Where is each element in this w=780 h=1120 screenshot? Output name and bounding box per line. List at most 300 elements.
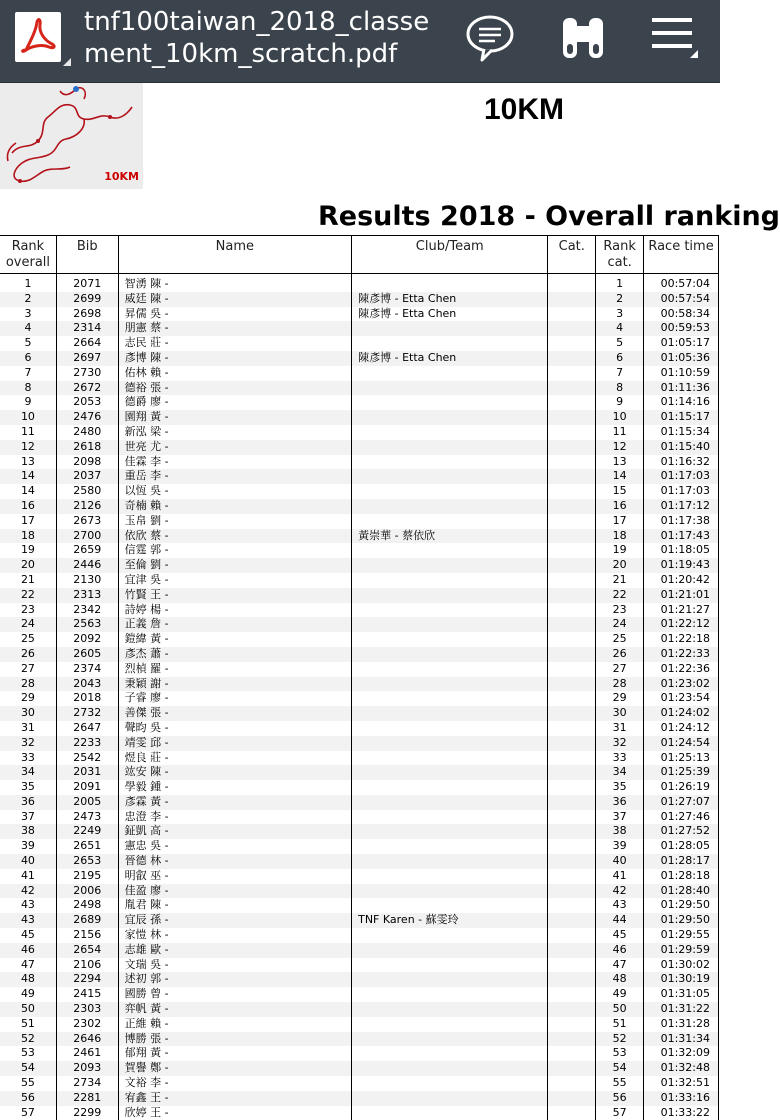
club-cell: [352, 884, 548, 899]
time-cell: 00:58:34: [644, 307, 719, 322]
bib-cell: 2031: [56, 765, 118, 780]
col-header-name: Name: [118, 236, 352, 274]
name-cell: 昇儒 吳 -: [118, 307, 352, 322]
table-row: [0, 1061, 719, 1076]
name-cell: 佑林 賴 -: [118, 366, 352, 381]
name-cell: 晉德 林 -: [118, 854, 352, 869]
table-row: [0, 1046, 719, 1061]
table-row: [0, 677, 719, 692]
rank-cat-cell: 50: [596, 1002, 644, 1017]
club-cell: [352, 662, 548, 677]
cat-cell: [548, 588, 596, 603]
rank-cell: 3: [0, 307, 56, 322]
rank-cat-cell: 10: [596, 410, 644, 425]
time-cell: 00:57:04: [644, 274, 719, 292]
table-row: [0, 381, 719, 396]
rank-cat-cell: 38: [596, 824, 644, 839]
bib-cell: 2249: [56, 824, 118, 839]
time-cell: 01:27:46: [644, 810, 719, 825]
cat-cell: [548, 425, 596, 440]
table-row: [0, 1002, 719, 1017]
cat-cell: [548, 706, 596, 721]
time-cell: 01:29:50: [644, 913, 719, 928]
table-row: [0, 913, 719, 928]
rank-cell: 17: [0, 514, 56, 529]
binoculars-icon[interactable]: [560, 14, 606, 66]
table-row: [0, 1076, 719, 1091]
cat-cell: [548, 351, 596, 366]
cat-cell: [548, 632, 596, 647]
rank-cell: 20: [0, 558, 56, 573]
table-row: [0, 603, 719, 618]
table-row: [0, 499, 719, 514]
pdf-page[interactable]: [0, 83, 720, 1119]
bib-cell: 2195: [56, 869, 118, 884]
rank-cat-cell: 31: [596, 721, 644, 736]
time-cell: 01:33:16: [644, 1091, 719, 1106]
rank-cat-cell: 43: [596, 898, 644, 913]
bib-cell: 2053: [56, 395, 118, 410]
bib-cell: 2673: [56, 514, 118, 529]
club-cell: [352, 647, 548, 662]
rank-cell: 8: [0, 381, 56, 396]
bib-cell: 2342: [56, 603, 118, 618]
time-cell: 01:27:52: [644, 824, 719, 839]
name-cell: 善傑 張 -: [118, 706, 352, 721]
club-cell: [352, 869, 548, 884]
table-row: [0, 1091, 719, 1106]
time-cell: 01:25:13: [644, 751, 719, 766]
name-cell: 信霆 郭 -: [118, 543, 352, 558]
rank-cat-cell: 1: [596, 274, 644, 292]
bib-cell: 2646: [56, 1032, 118, 1047]
time-cell: 01:20:42: [644, 573, 719, 588]
club-cell: 黃崇華 - 蔡依欣: [352, 529, 548, 544]
rank-cat-cell: 21: [596, 573, 644, 588]
table-row: [0, 410, 719, 425]
rank-cell: 10: [0, 410, 56, 425]
name-cell: 鉦凱 高 -: [118, 824, 352, 839]
rank-cell: 27: [0, 662, 56, 677]
rank-cat-cell: 5: [596, 336, 644, 351]
rank-cell: 32: [0, 736, 56, 751]
bib-cell: 2043: [56, 677, 118, 692]
time-cell: 01:23:02: [644, 677, 719, 692]
name-cell: 家愷 林 -: [118, 928, 352, 943]
table-row: [0, 869, 719, 884]
time-cell: 01:10:59: [644, 366, 719, 381]
rank-cell: 40: [0, 854, 56, 869]
time-cell: 01:31:28: [644, 1017, 719, 1032]
rank-cat-cell: 34: [596, 765, 644, 780]
bib-cell: 2618: [56, 440, 118, 455]
rank-cat-cell: 53: [596, 1046, 644, 1061]
rank-cell: 38: [0, 824, 56, 839]
name-cell: 志民 莊 -: [118, 336, 352, 351]
cat-cell: [548, 677, 596, 692]
bib-cell: 2659: [56, 543, 118, 558]
club-cell: [352, 1076, 548, 1091]
rank-cat-cell: 3: [596, 307, 644, 322]
cat-cell: [548, 647, 596, 662]
cat-cell: [548, 824, 596, 839]
cat-cell: [548, 292, 596, 307]
rank-cat-cell: 47: [596, 958, 644, 973]
cat-cell: [548, 1061, 596, 1076]
col-header-cat: Cat.: [548, 236, 596, 274]
table-row: [0, 928, 719, 943]
time-cell: 00:57:54: [644, 292, 719, 307]
cat-cell: [548, 736, 596, 751]
map-label: 10KM: [104, 170, 139, 183]
rank-cell: 34: [0, 765, 56, 780]
cat-cell: [548, 691, 596, 706]
name-cell: 彥霖 黃 -: [118, 795, 352, 810]
bib-cell: 2302: [56, 1017, 118, 1032]
name-cell: 憲忠 吳 -: [118, 839, 352, 854]
cat-cell: [548, 810, 596, 825]
rank-cell: 1: [0, 274, 56, 292]
rank-cat-cell: 29: [596, 691, 644, 706]
name-cell: 以恆 吳 -: [118, 484, 352, 499]
adobe-reader-icon[interactable]: [15, 12, 61, 62]
cat-cell: [548, 1017, 596, 1032]
table-row: [0, 292, 719, 307]
rank-cell: 54: [0, 1061, 56, 1076]
rank-cell: 24: [0, 617, 56, 632]
rank-cell: 28: [0, 677, 56, 692]
name-cell: 德爵 廖 -: [118, 395, 352, 410]
club-cell: [352, 543, 548, 558]
rank-cat-cell: 19: [596, 543, 644, 558]
name-cell: 聲昀 吳 -: [118, 721, 352, 736]
table-row: [0, 558, 719, 573]
bib-cell: 2233: [56, 736, 118, 751]
table-row: [0, 958, 719, 973]
bib-cell: 2732: [56, 706, 118, 721]
bib-cell: 2098: [56, 455, 118, 470]
time-cell: 01:28:05: [644, 839, 719, 854]
time-cell: 01:18:05: [644, 543, 719, 558]
time-cell: 01:17:43: [644, 529, 719, 544]
club-cell: [352, 706, 548, 721]
rank-cell: 35: [0, 780, 56, 795]
bib-cell: 2473: [56, 810, 118, 825]
name-cell: 依欣 蔡 -: [118, 529, 352, 544]
time-cell: 01:30:19: [644, 972, 719, 987]
name-cell: 賀譽 鄭 -: [118, 1061, 352, 1076]
rank-cell: 49: [0, 987, 56, 1002]
bib-cell: 2446: [56, 558, 118, 573]
time-cell: 01:17:03: [644, 469, 719, 484]
table-row: [0, 943, 719, 958]
rank-cat-cell: 26: [596, 647, 644, 662]
rank-cell: 13: [0, 455, 56, 470]
time-cell: 01:16:32: [644, 455, 719, 470]
name-cell: 忠澄 李 -: [118, 810, 352, 825]
name-cell: 彥杰 蕭 -: [118, 647, 352, 662]
club-cell: [352, 1091, 548, 1106]
table-row: [0, 274, 719, 292]
table-row: [0, 469, 719, 484]
rank-cell: 33: [0, 751, 56, 766]
club-cell: [352, 765, 548, 780]
name-cell: 子睿 廖 -: [118, 691, 352, 706]
club-cell: [352, 425, 548, 440]
rank-cat-cell: 45: [596, 928, 644, 943]
club-cell: [352, 736, 548, 751]
club-cell: [352, 928, 548, 943]
name-cell: 欣婷 王 -: [118, 1106, 352, 1120]
cat-cell: [548, 1032, 596, 1047]
rank-cell: 37: [0, 810, 56, 825]
cat-cell: [548, 839, 596, 854]
results-rows: [0, 274, 719, 1120]
time-cell: 01:28:18: [644, 869, 719, 884]
bib-cell: 2734: [56, 1076, 118, 1091]
col-header-rank: Rank overall: [0, 236, 56, 274]
rank-cat-cell: 28: [596, 677, 644, 692]
rank-cat-cell: 8: [596, 381, 644, 396]
table-row: [0, 898, 719, 913]
rank-cat-cell: 27: [596, 662, 644, 677]
rank-cell: 43: [0, 913, 56, 928]
club-cell: [352, 321, 548, 336]
bib-cell: 2698: [56, 307, 118, 322]
club-cell: [352, 1106, 548, 1120]
club-cell: [352, 469, 548, 484]
name-cell: 玉帛 劉 -: [118, 514, 352, 529]
time-cell: 01:23:54: [644, 691, 719, 706]
rank-cat-cell: 52: [596, 1032, 644, 1047]
rank-cell: 52: [0, 1032, 56, 1047]
time-cell: 01:17:38: [644, 514, 719, 529]
name-cell: 志雄 歐 -: [118, 943, 352, 958]
time-cell: 01:25:39: [644, 765, 719, 780]
name-cell: 園翔 黃 -: [118, 410, 352, 425]
rank-cat-cell: 51: [596, 1017, 644, 1032]
table-row: [0, 573, 719, 588]
table-row: [0, 588, 719, 603]
cat-cell: [548, 854, 596, 869]
bib-cell: 2664: [56, 336, 118, 351]
rank-cat-cell: 22: [596, 588, 644, 603]
rank-cat-cell: 46: [596, 943, 644, 958]
time-cell: 01:28:40: [644, 884, 719, 899]
cat-cell: [548, 381, 596, 396]
rank-cell: 18: [0, 529, 56, 544]
rank-cat-cell: 9: [596, 395, 644, 410]
table-row: [0, 765, 719, 780]
time-cell: 01:29:55: [644, 928, 719, 943]
name-cell: 靖雯 邱 -: [118, 736, 352, 751]
club-cell: [352, 366, 548, 381]
rank-cell: 16: [0, 499, 56, 514]
time-cell: 01:32:51: [644, 1076, 719, 1091]
cat-cell: [548, 573, 596, 588]
cat-cell: [548, 543, 596, 558]
time-cell: 01:32:48: [644, 1061, 719, 1076]
table-row: [0, 484, 719, 499]
cat-cell: [548, 943, 596, 958]
rank-cat-cell: 49: [596, 987, 644, 1002]
rank-cell: 14: [0, 484, 56, 499]
bib-cell: 2700: [56, 529, 118, 544]
rank-cat-cell: 6: [596, 351, 644, 366]
name-cell: 國勝 曾 -: [118, 987, 352, 1002]
time-cell: 01:33:22: [644, 1106, 719, 1120]
rank-cat-cell: 39: [596, 839, 644, 854]
club-cell: [352, 1046, 548, 1061]
cat-cell: [548, 321, 596, 336]
bib-cell: 2605: [56, 647, 118, 662]
table-row: [0, 455, 719, 470]
bib-cell: 2415: [56, 987, 118, 1002]
rank-cat-cell: 44: [596, 913, 644, 928]
club-cell: [352, 410, 548, 425]
club-cell: [352, 1032, 548, 1047]
cat-cell: [548, 307, 596, 322]
time-cell: 01:15:40: [644, 440, 719, 455]
name-cell: 宜辰 孫 -: [118, 913, 352, 928]
club-cell: [352, 440, 548, 455]
cat-cell: [548, 617, 596, 632]
top-toolbar: [0, 0, 720, 83]
rank-cell: 48: [0, 972, 56, 987]
results-table: [0, 235, 719, 1120]
rank-cat-cell: 56: [596, 1091, 644, 1106]
time-cell: 01:24:54: [644, 736, 719, 751]
rank-cell: 55: [0, 1076, 56, 1091]
rank-cell: 7: [0, 366, 56, 381]
cat-cell: [548, 884, 596, 899]
comment-icon[interactable]: [464, 12, 516, 68]
bib-cell: 2303: [56, 1002, 118, 1017]
cat-cell: [548, 869, 596, 884]
club-cell: [352, 854, 548, 869]
time-cell: 01:11:36: [644, 381, 719, 396]
name-cell: 弈帆 黃 -: [118, 1002, 352, 1017]
menu-icon[interactable]: [650, 16, 698, 64]
name-cell: 重岳 李 -: [118, 469, 352, 484]
club-cell: [352, 274, 548, 292]
club-cell: [352, 972, 548, 987]
rank-cat-cell: 15: [596, 484, 644, 499]
name-cell: 烈楨 羅 -: [118, 662, 352, 677]
cat-cell: [548, 529, 596, 544]
club-cell: [352, 1061, 548, 1076]
table-row: [0, 321, 719, 336]
club-cell: [352, 514, 548, 529]
table-header-row: [0, 236, 719, 274]
club-cell: [352, 677, 548, 692]
cat-cell: [548, 765, 596, 780]
cat-cell: [548, 1106, 596, 1120]
time-cell: 01:29:50: [644, 898, 719, 913]
cat-cell: [548, 484, 596, 499]
rank-cell: 43: [0, 898, 56, 913]
bib-cell: 2294: [56, 972, 118, 987]
table-row: [0, 721, 719, 736]
bib-cell: 2299: [56, 1106, 118, 1120]
name-cell: 至倫 劉 -: [118, 558, 352, 573]
rank-cell: 5: [0, 336, 56, 351]
bib-cell: 2480: [56, 425, 118, 440]
name-cell: 朋憲 蔡 -: [118, 321, 352, 336]
cat-cell: [548, 780, 596, 795]
cat-cell: [548, 603, 596, 618]
club-cell: 陳彥博 - Etta Chen: [352, 292, 548, 307]
bib-cell: 2651: [56, 839, 118, 854]
table-row: [0, 884, 719, 899]
name-cell: 秉穎 謝 -: [118, 677, 352, 692]
rank-cat-cell: 36: [596, 795, 644, 810]
cat-cell: [548, 336, 596, 351]
overflow-corner-icon: [63, 58, 71, 66]
table-row: [0, 336, 719, 351]
club-cell: [352, 381, 548, 396]
club-cell: 陳彥博 - Etta Chen: [352, 307, 548, 322]
name-cell: 世亮 尤 -: [118, 440, 352, 455]
bib-cell: 2542: [56, 751, 118, 766]
bib-cell: 2689: [56, 913, 118, 928]
rank-cat-cell: 42: [596, 884, 644, 899]
club-cell: [352, 751, 548, 766]
rank-cat-cell: 2: [596, 292, 644, 307]
rank-cell: 45: [0, 928, 56, 943]
rank-cell: 14: [0, 469, 56, 484]
club-cell: [352, 632, 548, 647]
table-row: [0, 795, 719, 810]
rank-cell: 23: [0, 603, 56, 618]
table-row: [0, 366, 719, 381]
bib-cell: 2091: [56, 780, 118, 795]
rank-cat-cell: 11: [596, 425, 644, 440]
time-cell: 01:22:36: [644, 662, 719, 677]
table-row: [0, 810, 719, 825]
cat-cell: [548, 958, 596, 973]
name-cell: 博勝 張 -: [118, 1032, 352, 1047]
rank-cell: 19: [0, 543, 56, 558]
time-cell: 01:31:22: [644, 1002, 719, 1017]
bib-cell: 2461: [56, 1046, 118, 1061]
name-cell: 學毅 鍾 -: [118, 780, 352, 795]
time-cell: 01:27:07: [644, 795, 719, 810]
rank-cat-cell: 12: [596, 440, 644, 455]
cat-cell: [548, 1091, 596, 1106]
rank-cell: 53: [0, 1046, 56, 1061]
cat-cell: [548, 410, 596, 425]
cat-cell: [548, 440, 596, 455]
time-cell: 01:21:27: [644, 603, 719, 618]
bib-cell: 2653: [56, 854, 118, 869]
rank-cell: 30: [0, 706, 56, 721]
name-cell: 彥博 陳 -: [118, 351, 352, 366]
rank-cat-cell: 7: [596, 366, 644, 381]
cat-cell: [548, 366, 596, 381]
time-cell: 01:14:16: [644, 395, 719, 410]
rank-cat-cell: 16: [596, 499, 644, 514]
col-header-time: Race time: [644, 236, 719, 274]
club-cell: [352, 780, 548, 795]
bib-cell: 2580: [56, 484, 118, 499]
rank-cat-cell: 57: [596, 1106, 644, 1120]
table-row: [0, 514, 719, 529]
name-cell: 正維 賴 -: [118, 1017, 352, 1032]
rank-cell: 56: [0, 1091, 56, 1106]
table-row: [0, 839, 719, 854]
cat-cell: [548, 987, 596, 1002]
